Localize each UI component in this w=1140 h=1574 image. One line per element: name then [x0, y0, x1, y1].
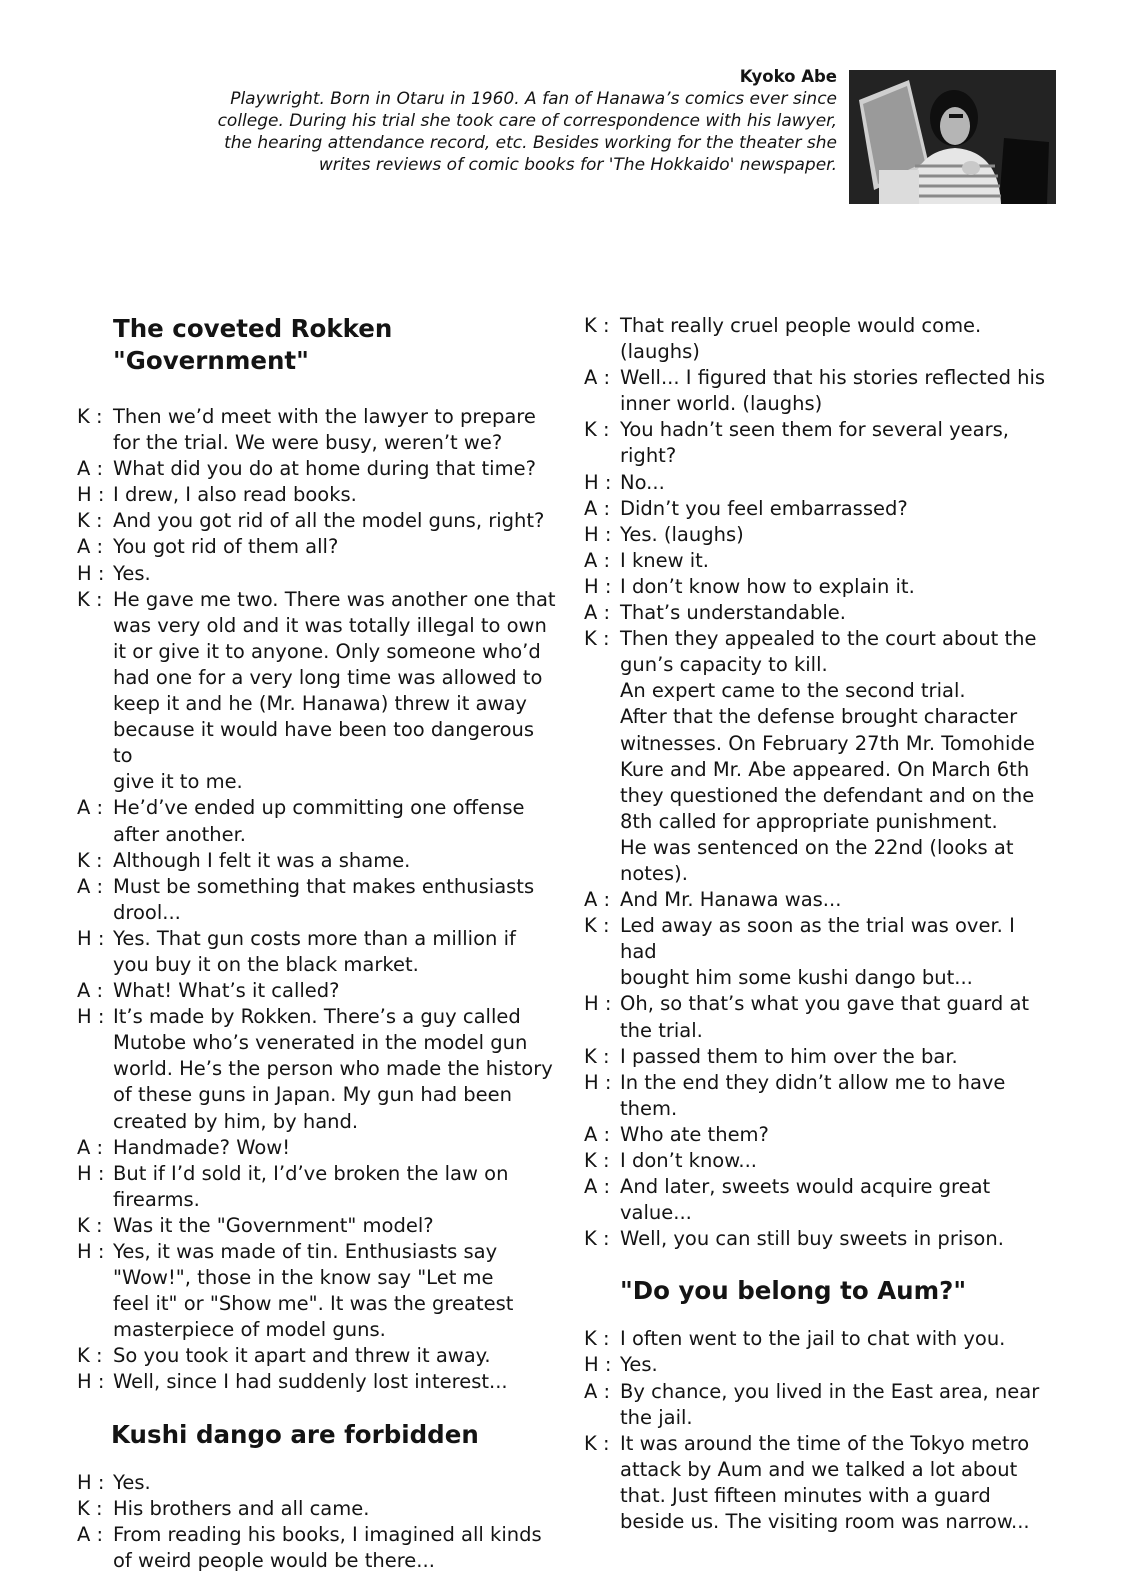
speaker-label: A : [77, 535, 104, 559]
dialogue-text: for the trial. We were busy, weren’t we? [113, 431, 503, 455]
speaker-label: H : [584, 1353, 612, 1377]
dialogue-line [77, 1265, 557, 1291]
author-bio [200, 66, 837, 176]
dialogue-line [584, 470, 1054, 496]
speaker-label: A : [584, 1379, 611, 1403]
dialogue-text: them. [620, 1096, 678, 1120]
dialogue-text: had one for a very long time was allowed to [113, 665, 543, 689]
dialogue-text: created by him, by hand. [113, 1109, 359, 1133]
dialogue-line [77, 848, 557, 874]
dialogue-text: But if I’d sold it, I’d’ve broken the law on [113, 1161, 509, 1185]
dialogue-text: Well... I figured that his stories reflected his [620, 366, 1046, 390]
speaker-label: K : [584, 314, 610, 337]
speaker-label: K : [77, 848, 103, 872]
dialogue-text: I don’t know how to explain it. [620, 574, 915, 598]
speaker-label: A : [77, 979, 104, 1003]
dialogue-text: after another. [113, 822, 246, 846]
dialogue-line [584, 339, 1054, 365]
dialogue-text: Yes. (laughs) [620, 522, 744, 546]
dialogue-text: Kure and Mr. Abe appeared. On March 6th [620, 757, 1030, 781]
dialogue-line [77, 508, 557, 534]
speaker-label: K : [584, 627, 610, 651]
dialogue-line [77, 717, 557, 769]
speaker-label: H : [77, 561, 105, 585]
dialogue-line [584, 600, 1054, 626]
dialogue-text: Was it the "Government" model? [113, 1213, 434, 1237]
dialogue-text: Oh, so that’s what you gave that guard at [620, 992, 1030, 1016]
dialogue-text: Yes. [113, 1470, 151, 1494]
dialogue-text: feel it" or "Show me". It was the greatest [113, 1292, 514, 1316]
dialogue-text: you buy it on the black market. [113, 952, 419, 976]
dialogue-line [584, 1044, 1054, 1070]
dialogue-text: Yes. [620, 1353, 658, 1377]
dialogue-line [77, 587, 557, 613]
dialogue-line [584, 1431, 1054, 1457]
bio-line: the hearing attendance record, etc. Besides working for the theater she [224, 133, 837, 153]
speaker-label: A : [77, 1135, 104, 1159]
dialogue-line [584, 391, 1054, 417]
dialogue-line [77, 795, 557, 821]
dialogue-text: drool... [113, 900, 181, 924]
dialogue-text: He was sentenced on the 22nd (looks at [620, 835, 1014, 859]
dialogue-text: And you got rid of all the model guns, right? [113, 509, 545, 533]
dialogue-line [77, 900, 557, 926]
dialogue-line [77, 456, 557, 482]
speaker-label: K : [584, 1431, 610, 1455]
dialogue-line [584, 704, 1054, 730]
dialogue-text: His brothers and all came. [113, 1496, 370, 1520]
speaker-label: A : [584, 1175, 611, 1199]
dialogue-line [584, 1122, 1054, 1148]
dialogue-text: By chance, you lived in the East area, near [620, 1379, 1040, 1403]
speaker-label: K : [77, 1213, 103, 1237]
dialogue-text: 8th called for appropriate punishment. [620, 809, 998, 833]
dialogue-line [77, 1470, 557, 1496]
speaker-label: K : [584, 1327, 610, 1351]
speaker-label: H : [77, 1240, 105, 1263]
dialogue-text: So you took it apart and threw it away. [113, 1344, 491, 1368]
speaker-label: A : [77, 796, 104, 820]
dialogue-text: I drew, I also read books. [113, 483, 357, 507]
dialogue-line [77, 561, 557, 587]
dialogue-line [584, 731, 1054, 757]
speaker-label: K : [77, 1496, 103, 1520]
dialogue-line [584, 1200, 1054, 1226]
dialogue-line [77, 926, 557, 952]
dialogue-text: that. Just fifteen minutes with a guard [620, 1483, 991, 1507]
dialogue-text: Handmade? Wow! [113, 1135, 291, 1159]
speaker-label: K : [584, 418, 610, 442]
left-column [77, 313, 557, 1574]
dialogue-line [584, 861, 1054, 887]
dialogue-text: No... [620, 470, 665, 494]
dialogue-text: gun’s capacity to kill. [620, 653, 828, 677]
dialogue-line [584, 1018, 1054, 1044]
dialogue-text: Yes, it was made of tin. Enthusiasts say [113, 1240, 498, 1263]
dialogue-text: After that the defense brought character [620, 705, 1018, 729]
dialogue-text: That’s understandable. [620, 601, 846, 625]
dialogue-text: In the end they didn’t allow me to have [620, 1070, 1006, 1094]
dialogue-line [77, 1109, 557, 1135]
dialogue-text: Although I felt it was a shame. [113, 848, 411, 872]
dialogue-line [584, 678, 1054, 704]
dialogue-text: masterpiece of model guns. [113, 1318, 386, 1342]
dialogue-text: right? [620, 444, 677, 468]
dialogue-line [584, 991, 1054, 1017]
dialogue-line [77, 1369, 557, 1395]
speaker-label: A : [77, 1522, 104, 1546]
speaker-label: K : [77, 405, 103, 428]
dialogue-text: Well, since I had suddenly lost interest... [113, 1370, 508, 1394]
speaker-label: H : [584, 574, 612, 598]
dialogue-text: An expert came to the second trial. [620, 679, 966, 703]
dialogue-line [77, 1548, 557, 1574]
speaker-label: K : [584, 1227, 610, 1251]
dialogue-text: Mutobe who’s venerated in the model gun [113, 1031, 528, 1055]
dialogue-line [77, 482, 557, 508]
dialogue-line [77, 613, 557, 639]
dialogue-line [584, 783, 1054, 809]
dialogue-line [77, 978, 557, 1004]
speaker-label: K : [77, 587, 103, 611]
dialogue-text: inner world. (laughs) [620, 392, 823, 416]
dialogue-line [584, 913, 1054, 965]
dialogue-line [77, 639, 557, 665]
dialogue-text: You got rid of them all? [113, 535, 339, 559]
dialogue-line [77, 769, 557, 795]
dialogue-line [584, 1509, 1054, 1535]
dialogue-line [77, 1343, 557, 1369]
right-column [584, 313, 1054, 1535]
dialogue-line [584, 1070, 1054, 1096]
dialogue-line [77, 1030, 557, 1056]
dialogue-text: From reading his books, I imagined all kinds [113, 1522, 542, 1546]
dialogue-text: It was around the time of the Tokyo metro [620, 1431, 1030, 1455]
dialogue-text: they questioned the defendant and on the [620, 783, 1035, 807]
dialogue-line [584, 548, 1054, 574]
dialogue-line [584, 496, 1054, 522]
dialogue-line [584, 887, 1054, 913]
dialogue-text: I often went to the jail to chat with you. [620, 1327, 1006, 1351]
dialogue-block [584, 1326, 1054, 1535]
dialogue-text: Who ate them? [620, 1122, 769, 1146]
dialogue-text: (laughs) [620, 340, 700, 364]
dialogue-line [584, 417, 1054, 443]
dialogue-line [584, 626, 1054, 652]
dialogue-text: You hadn’t seen them for several years, [620, 418, 1009, 442]
dialogue-text: Then we’d meet with the lawyer to prepare [113, 405, 536, 428]
dialogue-line [77, 1135, 557, 1161]
speaker-label: H : [584, 1070, 612, 1094]
dialogue-line [77, 1004, 557, 1030]
section-heading: "Do you belong to Aum?" [620, 1276, 967, 1306]
dialogue-text: Well, you can still buy sweets in prison. [620, 1227, 1004, 1251]
dialogue-text: "Wow!", those in the know say "Let me [113, 1266, 494, 1290]
dialogue-line [584, 1483, 1054, 1509]
dialogue-text: What did you do at home during that time? [113, 457, 536, 481]
speaker-label: A : [584, 601, 611, 625]
dialogue-line [584, 1226, 1054, 1252]
speaker-label: A : [77, 457, 104, 481]
speaker-label: K : [77, 1344, 103, 1368]
speaker-label: H : [584, 992, 612, 1016]
dialogue-line [584, 1405, 1054, 1431]
dialogue-text: Must be something that makes enthusiasts [113, 874, 535, 898]
dialogue-text: notes). [620, 861, 688, 885]
dialogue-block [77, 1470, 557, 1574]
dialogue-text: I passed them to him over the bar. [620, 1044, 958, 1068]
speaker-label: H : [77, 1470, 105, 1494]
dialogue-text: bought him some kushi dango but... [620, 966, 973, 990]
dialogue-line [77, 1239, 557, 1265]
dialogue-text: And later, sweets would acquire great [620, 1175, 991, 1199]
speaker-label: H : [77, 1370, 105, 1394]
dialogue-text: That really cruel people would come. [620, 314, 982, 337]
dialogue-line [77, 1522, 557, 1548]
speaker-label: H : [77, 1161, 105, 1185]
dialogue-line [584, 1148, 1054, 1174]
dialogue-line [77, 1187, 557, 1213]
dialogue-line [584, 365, 1054, 391]
author-name: Kyoko Abe [739, 67, 837, 86]
dialogue-line [77, 952, 557, 978]
speaker-label: A : [584, 548, 611, 572]
dialogue-text: of these guns in Japan. My gun had been [113, 1083, 513, 1107]
dialogue-line [584, 1379, 1054, 1405]
dialogue-line [77, 534, 557, 560]
author-photo [849, 70, 1056, 204]
bio-line: college. During his trial she took care of correspondence with his lawyer, [217, 111, 837, 131]
dialogue-line [77, 1161, 557, 1187]
dialogue-text: Led away as soon as the trial was over. I had [620, 914, 1015, 964]
speaker-label: A : [584, 366, 611, 390]
dialogue-line [584, 443, 1054, 469]
section-heading: The coveted Rokken "Government" [113, 314, 393, 375]
dialogue-line [77, 691, 557, 717]
speaker-label: H : [77, 483, 105, 507]
dialogue-text: witnesses. On February 27th Mr. Tomohide [620, 731, 1035, 755]
dialogue-text: And Mr. Hanawa was... [620, 888, 842, 912]
dialogue-text: firearms. [113, 1187, 200, 1211]
bio-line: writes reviews of comic books for 'The Hokkaido' newspaper. [318, 155, 837, 175]
author-description [200, 88, 837, 176]
bio-line: Playwright. Born in Otaru in 1960. A fan of Hanawa’s comics ever since [230, 89, 837, 109]
speaker-label: H : [77, 1005, 105, 1029]
speaker-label: H : [77, 926, 105, 950]
dialogue-text: Didn’t you feel embarrassed? [620, 496, 908, 520]
dialogue-line [584, 809, 1054, 835]
dialogue-text: the jail. [620, 1405, 693, 1429]
dialogue-line [77, 822, 557, 848]
dialogue-line [77, 1317, 557, 1343]
dialogue-text: beside us. The visiting room was narrow... [620, 1510, 1030, 1534]
dialogue-text: give it to me. [113, 770, 243, 794]
dialogue-line [584, 1457, 1054, 1483]
dialogue-block [584, 313, 1054, 1252]
speaker-label: H : [584, 470, 612, 494]
speaker-label: K : [584, 1044, 610, 1068]
dialogue-line [584, 522, 1054, 548]
dialogue-line [584, 313, 1054, 339]
dialogue-line [77, 874, 557, 900]
speaker-label: A : [584, 1122, 611, 1146]
dialogue-text: He’d’ve ended up committing one offense [113, 796, 525, 820]
dialogue-line [584, 757, 1054, 783]
dialogue-line [584, 835, 1054, 861]
portrait-image [849, 70, 1056, 204]
dialogue-text: was very old and it was totally illegal to own [113, 613, 547, 637]
speaker-label: A : [584, 496, 611, 520]
dialogue-line [77, 1291, 557, 1317]
dialogue-line [77, 1056, 557, 1082]
dialogue-line [77, 1213, 557, 1239]
dialogue-text: of weird people would be there... [113, 1548, 435, 1572]
dialogue-line [77, 665, 557, 691]
dialogue-text: Yes. That gun costs more than a million if [113, 926, 516, 950]
dialogue-text: He gave me two. There was another one that [113, 587, 556, 611]
dialogue-text: attack by Aum and we talked a lot about [620, 1457, 1018, 1481]
dialogue-line [584, 1352, 1054, 1378]
dialogue-text: world. He’s the person who made the history [113, 1057, 553, 1081]
dialogue-line [584, 652, 1054, 678]
dialogue-text: keep it and he (Mr. Hanawa) threw it away [113, 692, 527, 716]
dialogue-text: I don’t know... [620, 1149, 757, 1172]
dialogue-line [584, 1096, 1054, 1122]
dialogue-line [584, 1326, 1054, 1352]
dialogue-line [584, 574, 1054, 600]
dialogue-text: It’s made by Rokken. There’s a guy called [113, 1005, 521, 1029]
dialogue-text: value... [620, 1201, 692, 1225]
speaker-label: H : [584, 522, 612, 546]
speaker-label: K : [77, 509, 103, 533]
speaker-label: A : [77, 874, 104, 898]
dialogue-text: What! What’s it called? [113, 979, 340, 1003]
speaker-label: A : [584, 888, 611, 912]
dialogue-line [584, 965, 1054, 991]
dialogue-text: because it would have been too dangerous to [113, 718, 535, 768]
dialogue-text: Yes. [113, 561, 151, 585]
dialogue-line [77, 1082, 557, 1108]
dialogue-text: the trial. [620, 1018, 703, 1042]
dialogue-line [77, 430, 557, 456]
speaker-label: K : [584, 1149, 610, 1172]
dialogue-line [77, 404, 557, 430]
dialogue-text: Then they appealed to the court about the [620, 627, 1037, 651]
dialogue-text: I knew it. [620, 548, 710, 572]
speaker-label: K : [584, 914, 610, 938]
section-heading: Kushi dango are forbidden [111, 1419, 479, 1449]
dialogue-text: it or give it to anyone. Only someone who’d [113, 639, 541, 663]
dialogue-block [77, 404, 557, 1396]
dialogue-line [584, 1174, 1054, 1200]
